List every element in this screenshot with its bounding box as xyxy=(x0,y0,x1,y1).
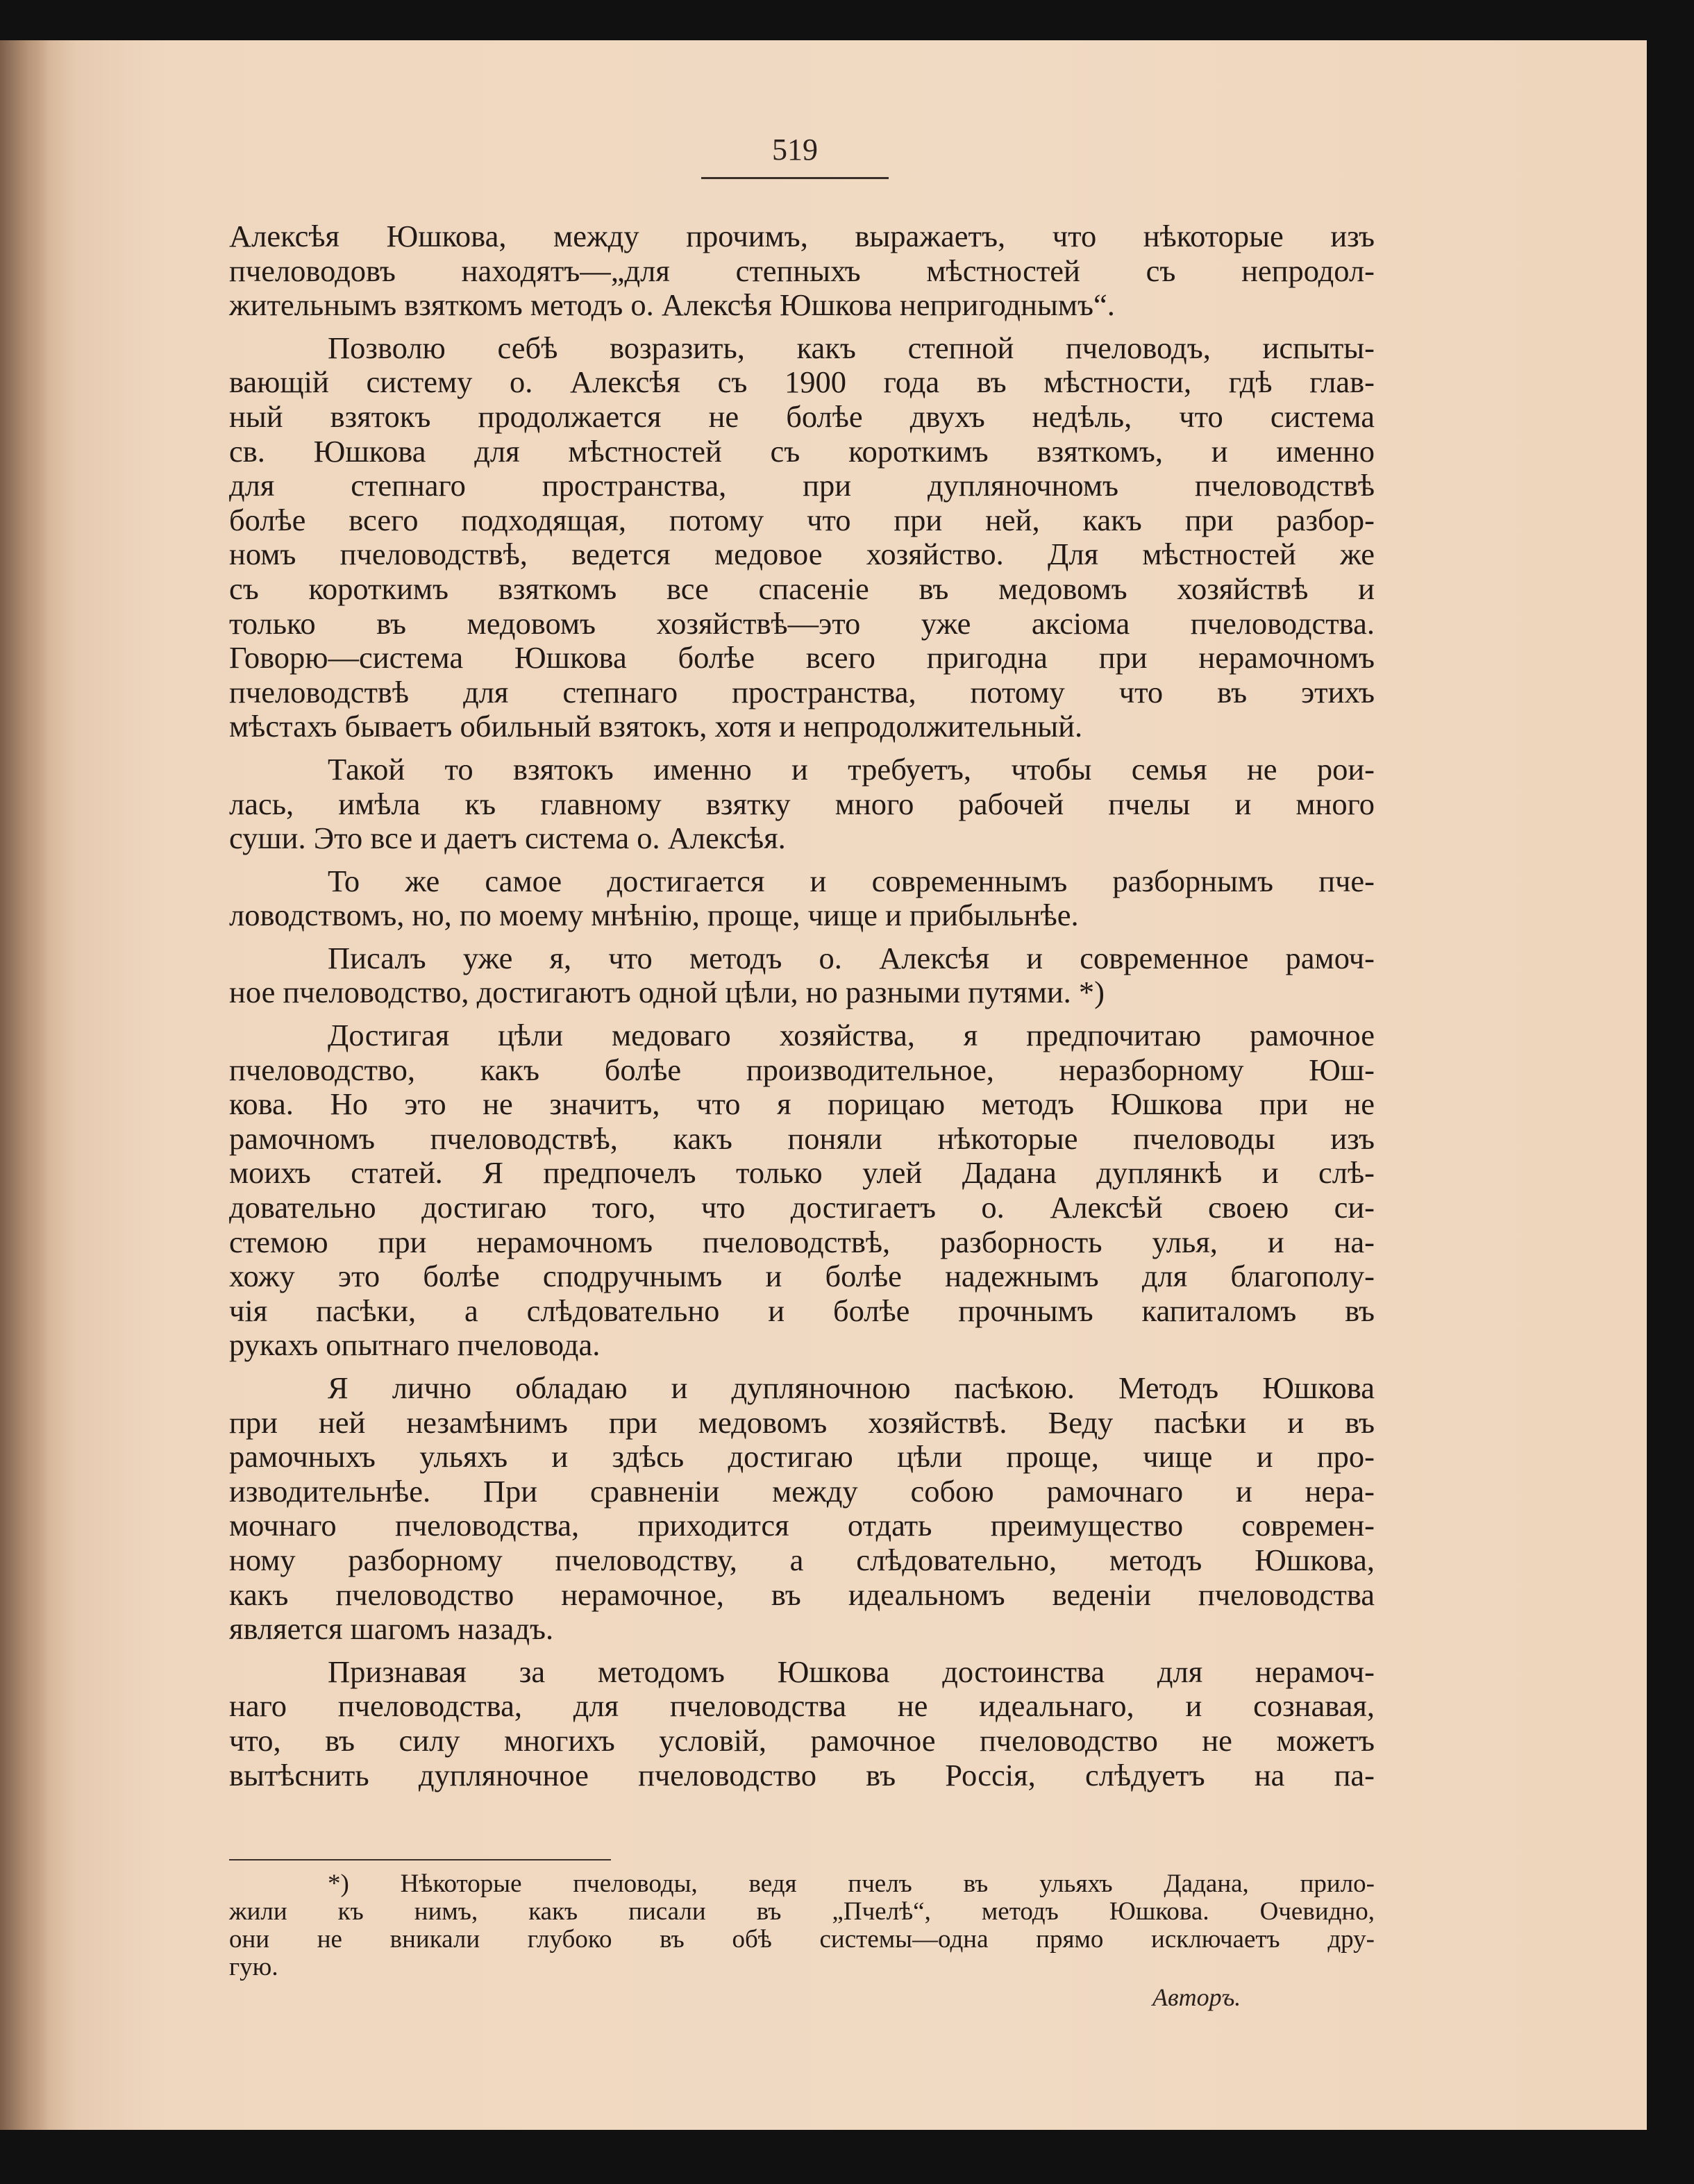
body-text-line: рамочномъ пчеловодствѣ, какъ поняли нѣкоторые пчеловоды изъ xyxy=(229,1120,1375,1156)
body-text-line: ловодствомъ, но, по моему мнѣнію, проще, чище и прибыльнѣе. xyxy=(229,898,1079,933)
body-text-line: изводительнѣе. При сравненіи между собою рамочнаго и нера- xyxy=(229,1473,1375,1509)
footnote-line: гую. xyxy=(229,1953,278,1981)
book-page xyxy=(0,40,1647,2130)
body-text-line: что, въ силу многихъ условій, рамочное пчеловодство не можетъ xyxy=(229,1722,1375,1758)
body-text-line: пчеловодство, какъ болѣе производительное, неразборному Юш- xyxy=(229,1052,1375,1087)
page-gutter-shadow xyxy=(0,40,49,2130)
body-text-line: Позволю себѣ возразить, какъ степной пчеловодъ, испыты- xyxy=(328,330,1375,365)
body-text-line: ному разборному пчеловодству, а слѣдовательно, методъ Юшкова, xyxy=(229,1542,1375,1577)
body-text-line: болѣе всего подходящая, потому что при ней, какъ при разбор- xyxy=(229,502,1375,537)
paragraph-gap xyxy=(229,1647,1375,1655)
body-text-line: кова. Но это не значитъ, что я порицаю методъ Юшкова при не xyxy=(229,1086,1375,1122)
body-text-line: Алексѣя Юшкова, между прочимъ, выражаетъ, что нѣкоторые изъ xyxy=(229,219,1375,253)
body-text-line: Признавая за методомъ Юшкова достоинства для нерамоч- xyxy=(328,1654,1375,1689)
body-text-line: Такой то взятокъ именно и требуетъ, чтобы семья не рои- xyxy=(328,751,1375,787)
body-text-line: суши. Это все и даетъ система о. Алексѣя. xyxy=(229,821,786,856)
body-text-line: номъ пчеловодствѣ, ведется медовое хозяйство. Для мѣстностей же xyxy=(229,537,1375,572)
body-text-line: вытѣснить дупляночное пчеловодство въ Россія, слѣдуетъ на па- xyxy=(229,1757,1375,1792)
body-text-line: ный взятокъ продолжается не болѣе двухъ недѣль, что система xyxy=(229,398,1375,434)
body-text-line: моихъ статей. Я предпочелъ только улей Дадана дуплянкѣ и слѣ- xyxy=(229,1155,1375,1191)
body-text-line: съ короткимъ взяткомъ все спасеніе въ медовомъ хозяйствѣ и xyxy=(229,571,1375,606)
body-text-line: при ней незамѣнимъ при медовомъ хозяйствѣ. Веду пасѣки и въ xyxy=(229,1404,1375,1440)
body-text-line: хожу это болѣе сподручнымъ и болѣе надежнымъ для благополу- xyxy=(229,1259,1375,1294)
body-text-line: какъ пчеловодство нерамочное, въ идеальномъ веденіи пчеловодства xyxy=(229,1577,1375,1612)
footnote-line: *) Нѣкоторые пчеловоды, ведя пчелъ въ ульяхъ Дадана, прило- xyxy=(328,1870,1375,1898)
footnote xyxy=(229,1870,1375,1981)
footnote-author: Авторъ. xyxy=(1152,1983,1241,2011)
body-text-line: Писалъ уже я, что методъ о. Алексѣя и современное рамоч- xyxy=(328,940,1375,975)
body-text-line: Я лично обладаю и дупляночною пасѣкою. Методъ Юшкова xyxy=(328,1370,1375,1405)
paragraph-gap xyxy=(229,323,1375,331)
body-text-line: чія пасѣки, а слѣдовательно и болѣе прочнымъ капиталомъ въ xyxy=(229,1293,1375,1328)
body-text-line: пчеловодовъ находятъ—„для степныхъ мѣстностей съ непродол- xyxy=(229,253,1375,288)
body-text-line: ное пчеловодство, достигаютъ одной цѣли, но разными путями. *) xyxy=(229,975,1105,1010)
paragraph-gap xyxy=(229,856,1375,864)
body-text-line: пчеловодствѣ для степнаго пространства, потому что въ этихъ xyxy=(229,674,1375,709)
body-text-line: довательно достигаю того, что достигаетъ о. Алексѣй своею си- xyxy=(229,1190,1375,1225)
page-number: 519 xyxy=(701,132,889,179)
body-text-line: Достигая цѣли медоваго хозяйства, я предпочитаю рамочное xyxy=(328,1018,1375,1053)
body-text-line: Говорю—система Юшкова болѣе всего пригодна при нерамочномъ xyxy=(229,640,1375,675)
body-text-line: св. Юшкова для мѣстностей съ короткимъ взяткомъ, и именно xyxy=(229,433,1375,469)
body-text-line: мѣстахъ бываетъ обильный взятокъ, хотя и непродолжительный. xyxy=(229,709,1083,744)
footnote-line: жили къ нимъ, какъ писали въ „Пчелѣ“, методъ Юшкова. Очевидно, xyxy=(229,1897,1375,1926)
body-text-line: стемою при нерамочномъ пчеловодствѣ, разборность улья, и на- xyxy=(229,1224,1375,1259)
body-text-line: наго пчеловодства, для пчеловодства не идеальнаго, и сознавая, xyxy=(229,1688,1375,1724)
body-text-line: рамочныхъ ульяхъ и здѣсь достигаю цѣли проще, чище и про- xyxy=(229,1439,1375,1475)
body-text-line: рукахъ опытнаго пчеловода. xyxy=(229,1327,601,1363)
body-text-line: лась, имѣла къ главному взятку много рабочей пчелы и много xyxy=(229,786,1375,821)
body-text-line: вающій систему о. Алексѣя съ 1900 года въ мѣстности, гдѣ глав- xyxy=(229,364,1375,400)
body-text-line: для степнаго пространства, при дупляночномъ пчеловодствѣ xyxy=(229,468,1375,503)
body-text-line: То же самое достигается и современнымъ разборнымъ пче- xyxy=(328,863,1375,898)
body-text-line: жительнымъ взяткомъ методъ о. Алексѣя Юшкова непригоднымъ“. xyxy=(229,287,1115,323)
body-text-line: только въ медовомъ хозяйствѣ—это уже аксіома пчеловодства. xyxy=(229,605,1375,641)
body-text-line: является шагомъ назадъ. xyxy=(229,1611,554,1647)
footnote-divider xyxy=(229,1859,611,1860)
body-text xyxy=(229,219,1375,1792)
footnote-line: они не вникали глубоко въ обѣ системы—одна прямо исключаетъ дру- xyxy=(229,1925,1375,1954)
body-text-line: мочнаго пчеловодства, приходится отдать преимущество современ- xyxy=(229,1508,1375,1543)
